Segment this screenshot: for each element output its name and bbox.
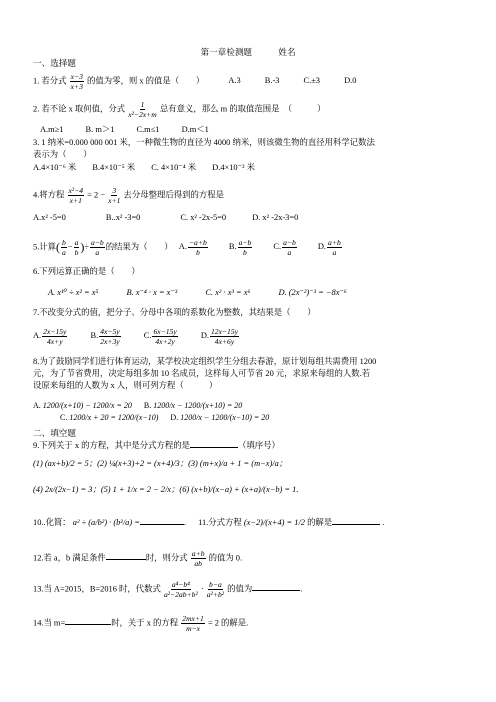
q14-fraction: $\frac{2mx+1}{m-x}$ (182, 614, 204, 633)
q13-fraction-2: $\frac{b-a}{\text{a²+b²}}$ (206, 580, 225, 599)
q1-opt-a: A.3 (228, 76, 241, 86)
q5-stem: 的结果为（ ） (105, 242, 173, 252)
q7-opt-d: D. $\frac{12x-15y}{4x+6y}$ (200, 327, 239, 346)
section-choice: 一、选择题 (33, 58, 76, 68)
q1-opt-c: C.±3 (303, 76, 320, 86)
q10-blank[interactable] (140, 524, 184, 525)
q5-opt-c: C. $\frac{a-b}{a}$ (273, 238, 296, 257)
q8-options (33, 400, 242, 411)
q1-stem: 的值为零，则 x 的值是（ ） (86, 76, 205, 86)
q12-prefix: 12.若 a，b 满足条件 (33, 553, 106, 563)
q9-blank[interactable] (190, 447, 238, 448)
q5-fraction-ba: $\frac{b}{a}$ (62, 238, 66, 257)
q7-options (33, 327, 240, 346)
q12-stem: 的值为 0. (208, 553, 243, 563)
q7-stem: 7.不改变分式的值，把分子、分母中各项的系数化为整数，其结果是（ ） (33, 308, 316, 317)
q9-stem: 9.下列关于 x 的方程，其中是分式方程的是 (33, 441, 191, 450)
question-14 (33, 614, 248, 633)
q3-opt-d: D.4×10⁻³ 米 (212, 163, 256, 172)
q9-row-1: (1) (ax+b)/2 = 5；(2) ¼(x+3)+2 = (x+4)/3；(3) (m+x)/a + 1 = (m−x)/a； (33, 459, 288, 468)
q2-stem: 总有意义，那么 m 的取值范围是 （ ） (159, 104, 326, 114)
q6-stem: 6.下列运算正确的是（ ） (33, 267, 140, 276)
q6-opt-c: C. x² · x³ = x⁶ (205, 288, 251, 297)
question-4 (33, 186, 224, 205)
q7-opt-b: B. $\frac{4x-5y}{2x+3y}$ (90, 327, 120, 346)
q2-opt-c: C.m≤1 (136, 125, 160, 134)
q1-prefix: 1. 若分式 (33, 76, 67, 86)
q1-opt-d: D.0 (344, 76, 357, 86)
q3-opt-a: A.4×10⁻⁶ 米 (33, 163, 77, 172)
q4-opt-b: B..x² -3=0 (105, 213, 141, 222)
q5-prefix: 5.计算 (33, 242, 57, 252)
q8-opt-a: A. 1200/(x+10) − 1200/x = 20 (33, 401, 132, 410)
question-13: 13.当 A=2015，B=2016 时，代数式 $\frac{\text{a⁴−b⁴}}{\text{a²−2ab+b²}}$ · $\frac{b-a}{\text{a²+b²}}$ 的值为 . (33, 580, 303, 599)
q13-fraction-1: $\frac{\text{a⁴−b⁴}}{\text{a²−2ab+b²}}$ (163, 580, 198, 599)
q9-tail: （填序号） (238, 441, 280, 450)
q3-line-1: 3. 1 纳米=0.000 000 001 米，一种微生物的直径为 4000 纳米，则该微生物的直径用科学记数法 (33, 138, 375, 147)
q2-opt-a: A.m≥1 (40, 125, 64, 134)
q4-stem: 去分母整理后得到的方程是 (123, 190, 224, 200)
q11-expression: (x−2)/(x+4) = 1/2 (243, 518, 305, 527)
q12-mid: 时，则分式 (145, 553, 188, 563)
q8-line-2: 元，为了节省费用，决定每组多加 10 名成员，这样每人可节省 20 元，求原来每组的人数.若 (33, 369, 371, 378)
q4-opt-d: D. x² -2x-3=0 (252, 213, 299, 222)
q12-blank[interactable] (106, 559, 146, 560)
q3-opt-b: B.4×10⁻⁵ 米 (92, 163, 136, 172)
q5-fraction-ab: $\frac{a}{b}$ (74, 238, 79, 257)
q5-opt-b: B. $\frac{a-b}{b}$ (228, 238, 252, 257)
title-text: 第一章检测题 (200, 47, 253, 57)
q11-stem: 的解是 (307, 518, 333, 527)
q1-fraction: $\frac{x-3}{x+3}$ (70, 72, 83, 91)
q8-line-1: 8.为了鼓励同学们进行体育运动，某学校决定组织学生分组去春游，原计划每组共需费用 1200 (33, 357, 377, 366)
question-2 (33, 100, 326, 119)
q3-options (33, 162, 255, 173)
q2-fraction: $\frac{1}{\text{x²−2x+m}}$ (128, 100, 157, 119)
q9-row-2: (4) 2x/(2x−1) = 3；(5) 1 + 1/x = 2 − 2/x；(6) (x+b)/(x−a) + (x+a)/(x−b) = 1. (33, 485, 299, 494)
q7-opt-c: C. $\frac{6x-15y}{4x+2y}$ (143, 327, 177, 346)
question-12 (33, 549, 242, 568)
q10-expression: a² ÷ (a/b²) · (b²/a) = (72, 518, 140, 527)
name-label: 姓名 (278, 47, 296, 57)
q8-opt-b: B. 1200/x − 1200/(x+10) = 20 (143, 401, 243, 410)
q4-options (33, 212, 298, 223)
q6-options (48, 287, 347, 298)
q11-prefix: 11.分式方程 (198, 518, 242, 527)
q8-options-2 (60, 412, 269, 423)
q4-equals: = 2 − (87, 190, 105, 200)
q3-line-2: 表示为（ ） (33, 150, 92, 159)
q2-opt-b: B. m＞1 (85, 125, 115, 134)
page-title (0, 46, 496, 58)
question-9 (33, 440, 280, 451)
q5-opt-d: D. $\frac{a+b}{a}$ (317, 238, 341, 257)
q13-prefix: 13.当 A=2015，B=2016 时，代数式 (33, 584, 161, 594)
q13-stem: 的值为 (227, 584, 253, 594)
q4-opt-c: C. x² -2x-5=0 (180, 213, 227, 222)
q3-opt-c: C. 4×10⁻⁴ 米 (151, 163, 197, 172)
q8-opt-c: C. 1200/x + 20 = 1200/(x−10) (60, 413, 159, 422)
q13-blank[interactable] (252, 590, 300, 591)
section-fill: 二、填空题 (33, 428, 76, 438)
q10-prefix: 10..化简： (33, 518, 71, 527)
q8-line-3: 设原来每组的人数为 x 人，则可列方程（ ） (33, 381, 218, 390)
q2-options (40, 124, 209, 135)
q4-fraction-2: $\frac{3}{x+1}$ (108, 186, 121, 205)
q5-opt-a: A. $\frac{-a+b}{b}$ (178, 238, 207, 257)
q14-prefix: 14.当 m= (33, 618, 66, 628)
q14-stem: = 2 的解是. (207, 618, 249, 628)
q8-opt-d: D. 1200/x − 1200/(x−10) = 20 (170, 413, 270, 422)
q6-opt-d: D. (2x⁻²)⁻³ = −8x⁻⁶ (278, 288, 347, 297)
question-10-11: 10..化简： a² ÷ (a/b²) · (b²/a) = . 11.分式方程 (x−2)/(x+4) = 1/2 的解是 . (33, 518, 385, 527)
q6-opt-b: B. x⁻⁴ · x = x⁻³ (126, 288, 178, 297)
q2-prefix: 2. 若不论 x 取何值，分式 (33, 104, 126, 114)
q2-opt-d: D.m＜1 (181, 125, 209, 134)
q7-opt-a: A. $\frac{2x-15y}{4x+y}$ (33, 327, 67, 346)
q4-opt-a: A.x² -5=0 (33, 213, 66, 222)
q6-opt-a: A. x¹⁰ ÷ x² = x⁵ (48, 288, 99, 297)
question-5: 5.计算( $\frac{b}{a}$ − $\frac{a}{b}$ )÷ $\frac{a-b}{a}$ 的结果为（ ） A. $\frac{-a+b}{b}$ B. $\frac{a-b}{b}$ C. $\frac{a-b}{a}$ D. $\frac{a+b}{a}$ (33, 238, 341, 257)
question-1 (33, 72, 356, 91)
q1-opt-b: B.-3 (264, 76, 280, 86)
q12-fraction: $\frac{a+b}{ab}$ (191, 549, 205, 568)
q11-blank[interactable] (332, 524, 380, 525)
q4-prefix: 4.将方程 (33, 190, 65, 200)
q14-blank[interactable] (65, 624, 111, 625)
q14-mid: 时，关于 x 的方程 (111, 618, 179, 628)
q4-fraction-1: $\frac{\text{x²−4}}{x+1}$ (68, 186, 84, 205)
q5-fraction-div: $\frac{a-b}{a}$ (90, 238, 104, 257)
